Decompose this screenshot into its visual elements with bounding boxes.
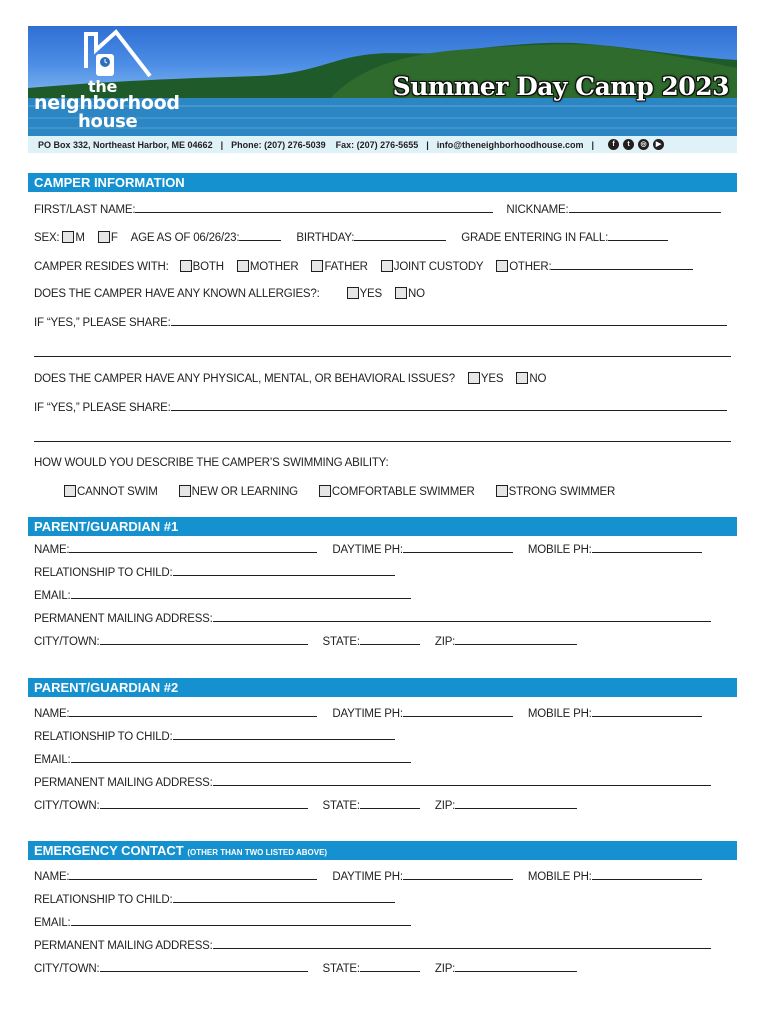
guardian1-email-row [34,588,411,602]
guardian1-relationship-row [34,565,395,579]
issues-share-label: IF “YES,” PLEASE SHARE: [34,402,171,414]
guardian1-heading: PARENT/GUARDIAN #1 [28,517,737,536]
emergency-name-row [34,869,702,883]
issues-row [34,372,546,385]
guardian2-zip-field[interactable] [455,798,577,809]
guardian2-relationship-row [34,729,395,743]
issues-no-label: NO [529,373,547,385]
resides-label: CAMPER RESIDES WITH: [34,261,169,273]
swim-cannot-checkbox[interactable] [64,485,76,497]
separator: | [426,139,429,150]
guardian2-email-row [34,752,411,766]
guardian1-email-field[interactable] [71,588,411,599]
resides-both-label: BOTH [192,261,224,273]
swim-strong-label: STRONG SWIMMER [508,486,616,498]
youtube-icon[interactable]: ▶ [653,139,664,150]
issues-yes-label: YES [480,373,504,385]
emergency-email-field[interactable] [71,915,411,926]
guardian2-address-label: PERMANENT MAILING ADDRESS: [34,777,213,789]
guardian1-mobile-field[interactable] [592,542,702,553]
logo-text-the: the [88,77,117,96]
emergency-address-row [34,938,711,952]
sex-f-label: F [110,232,118,244]
emergency-email-row [34,915,411,929]
facebook-icon[interactable]: f [608,139,619,150]
guardian1-daytime-label: DAYTIME PH: [332,544,403,556]
guardian2-city-label: CITY/TOWN: [34,800,100,812]
twitter-icon[interactable]: t [623,139,634,150]
allergies-no-checkbox[interactable] [395,287,407,299]
guardian2-name-row [34,706,702,720]
guardian2-name-label: NAME: [34,708,70,720]
emergency-heading [28,841,737,860]
age-field[interactable] [239,230,281,241]
emergency-heading-text: EMERGENCY CONTACT [34,843,184,858]
guardian2-city-row [34,798,577,812]
camper-info-heading: CAMPER INFORMATION [28,173,737,192]
guardian1-email-label: EMAIL: [34,590,71,602]
emergency-mobile-label: MOBILE PH: [527,871,592,883]
page-title: Summer Day Camp 2023 [392,72,729,101]
sex-label: SEX: [34,232,60,244]
allergies-no-label: NO [408,288,425,300]
resides-both-checkbox[interactable] [180,260,192,272]
emergency-city-row [34,961,577,975]
issues-share-line-2[interactable] [34,441,731,442]
allergies-question: DOES THE CAMPER HAVE ANY KNOWN ALLERGIES?: [34,288,320,300]
contact-bar [28,136,737,153]
swim-cannot-label: CANNOT SWIM [77,486,158,498]
sex-m-label: M [75,232,85,244]
org-fax: Fax: (207) 276-5655 [335,139,419,150]
sex-f-checkbox[interactable] [98,231,110,243]
issues-share-field[interactable] [171,400,727,411]
resides-joint-label: JOINT CUSTODY [393,261,484,273]
guardian1-zip-field[interactable] [455,634,577,645]
logo-text-house: house [78,111,138,132]
guardian2-heading: PARENT/GUARDIAN #2 [28,678,737,697]
guardian1-address-row [34,611,711,625]
guardian1-city-label: CITY/TOWN: [34,636,100,648]
guardian2-daytime-label: DAYTIME PH: [332,708,403,720]
guardian1-relationship-field[interactable] [173,565,395,576]
resides-mother-label: MOTHER [249,261,299,273]
guardian1-state-label: STATE: [322,636,360,648]
instagram-icon[interactable]: ◎ [638,139,649,150]
allergies-yes-checkbox[interactable] [347,287,359,299]
allergies-yes-label: YES [359,288,382,300]
birthday-field[interactable] [354,230,446,241]
guardian2-city-field[interactable] [100,798,308,809]
issues-question: DOES THE CAMPER HAVE ANY PHYSICAL, MENTAL, OR BEHAVIORAL ISSUES? [34,373,455,385]
emergency-state-label: STATE: [322,963,360,975]
emergency-heading-note: (OTHER THAN TWO LISTED ABOVE) [187,848,328,857]
emergency-daytime-label: DAYTIME PH: [332,871,403,883]
emergency-zip-label: ZIP: [434,963,456,975]
guardian1-address-label: PERMANENT MAILING ADDRESS: [34,613,213,625]
swim-strong-checkbox[interactable] [496,485,508,497]
guardian2-state-label: STATE: [322,800,360,812]
org-email: info@theneighborhoodhouse.com [436,139,584,150]
swim-comfortable-label: COMFORTABLE SWIMMER [331,486,475,498]
logo-text-neighborhood: neighborhood [34,92,180,114]
name-field[interactable] [135,202,493,213]
swim-question: HOW WOULD YOU DESCRIBE THE CAMPER’S SWIMMING ABILITY: [34,457,389,469]
org-phone: Phone: (207) 276-5039 [231,139,326,150]
guardian2-address-field[interactable] [213,775,711,786]
guardian2-address-row [34,775,711,789]
guardian1-name-row [34,542,702,556]
guardian1-zip-label: ZIP: [434,636,456,648]
guardian2-relationship-label: RELATIONSHIP TO CHILD: [34,731,173,743]
resides-joint-checkbox[interactable] [381,260,393,272]
allergies-share-field[interactable] [171,315,727,326]
guardian1-address-field[interactable] [213,611,711,622]
allergies-share-label: IF “YES,” PLEASE SHARE: [34,317,171,329]
emergency-address-label: PERMANENT MAILING ADDRESS: [34,940,213,952]
guardian2-name-field[interactable] [69,706,317,717]
emergency-email-label: EMAIL: [34,917,71,929]
guardian1-name-field[interactable] [69,542,317,553]
guardian2-state-field[interactable] [360,798,420,809]
allergies-share-row [34,315,727,329]
org-address: PO Box 332, Northeast Harbor, ME 04662 [38,139,213,150]
header-banner [28,26,737,137]
resides-other-checkbox[interactable] [496,260,508,272]
guardian2-mobile-field[interactable] [592,706,702,717]
camper-sex-row [34,230,668,244]
guardian1-name-label: NAME: [34,544,70,556]
camper-resides-row [34,259,693,273]
name-label: FIRST/LAST NAME: [34,204,136,216]
emergency-daytime-field[interactable] [403,869,513,880]
guardian1-city-row [34,634,577,648]
emergency-zip-field[interactable] [455,961,577,972]
resides-father-checkbox[interactable] [311,260,323,272]
separator: | [220,139,224,150]
emergency-relationship-label: RELATIONSHIP TO CHILD: [34,894,173,906]
age-label: AGE AS OF 06/26/23: [130,232,240,244]
swim-new-label: NEW OR LEARNING [191,486,298,498]
resides-mother-checkbox[interactable] [237,260,249,272]
separator: | [591,139,595,150]
swim-new-checkbox[interactable] [179,485,191,497]
guardian1-relationship-label: RELATIONSHIP TO CHILD: [34,567,173,579]
resides-other-label: OTHER: [509,261,552,273]
guardian2-mobile-label: MOBILE PH: [527,708,592,720]
house-logo-icon [86,32,150,76]
emergency-relationship-row [34,892,395,906]
emergency-address-field[interactable] [213,938,711,949]
birthday-label: BIRTHDAY: [296,232,355,244]
guardian1-daytime-field[interactable] [403,542,513,553]
sex-m-checkbox[interactable] [62,231,74,243]
guardian1-city-field[interactable] [100,634,308,645]
allergies-row [34,287,425,300]
social-links [608,139,664,150]
grade-field[interactable] [608,230,668,241]
resides-other-field[interactable] [551,259,693,270]
camper-name-row [34,202,721,216]
emergency-mobile-field[interactable] [592,869,702,880]
emergency-city-label: CITY/TOWN: [34,963,100,975]
emergency-relationship-field[interactable] [173,892,395,903]
allergies-share-line-2[interactable] [34,356,731,357]
issues-no-checkbox[interactable] [516,372,528,384]
resides-father-label: FATHER [324,261,368,273]
swim-options-row [64,485,615,498]
guardian2-daytime-field[interactable] [403,706,513,717]
guardian2-email-field[interactable] [71,752,411,763]
guardian2-email-label: EMAIL: [34,754,71,766]
guardian2-zip-label: ZIP: [434,800,456,812]
emergency-name-field[interactable] [69,869,317,880]
swim-question-row [34,457,388,469]
grade-label: GRADE ENTERING IN FALL: [461,232,609,244]
emergency-state-field[interactable] [360,961,420,972]
issues-share-row [34,400,727,414]
nickname-field[interactable] [569,202,721,213]
emergency-name-label: NAME: [34,871,70,883]
emergency-city-field[interactable] [100,961,308,972]
swim-comfortable-checkbox[interactable] [319,485,331,497]
guardian1-state-field[interactable] [360,634,420,645]
guardian2-relationship-field[interactable] [173,729,395,740]
nickname-label: NICKNAME: [506,204,569,216]
issues-yes-checkbox[interactable] [468,372,480,384]
guardian1-mobile-label: MOBILE PH: [527,544,592,556]
